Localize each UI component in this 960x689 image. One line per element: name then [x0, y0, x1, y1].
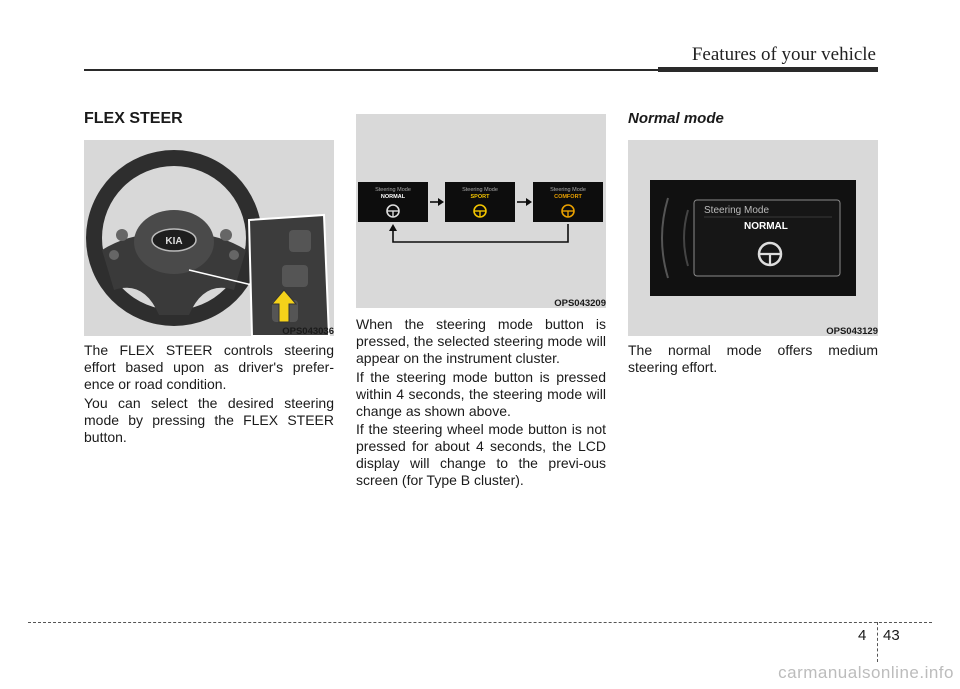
- paragraph: You can select the desired steering mode by pressing the FLEX STEER button.: [84, 395, 334, 445]
- header-rule-accent: [658, 67, 878, 72]
- header-title: Features of your vehicle: [691, 44, 876, 65]
- steering-wheel-figure: [84, 140, 334, 336]
- chapter-number: 4: [858, 627, 867, 644]
- subsection-title: Normal mode: [628, 110, 724, 127]
- paragraph: The FLEX STEER controls steering effort based upon as driver's prefer-ence or road condition.: [84, 342, 334, 392]
- figure-code: OPS043209: [554, 298, 606, 309]
- figure-code: OPS043036: [282, 326, 334, 337]
- cluster-display-figure: [628, 140, 878, 336]
- cluster-display: [628, 140, 878, 336]
- svg-text:SPORT: SPORT: [470, 194, 490, 200]
- paragraph: If the steering mode button is pressed within 4 seconds, the steering mode will change as shown above.: [356, 369, 606, 419]
- svg-text:NORMAL: NORMAL: [744, 221, 788, 232]
- page-number: 43: [883, 627, 900, 644]
- footer-rule: [28, 622, 932, 623]
- steering-modes-figure: [356, 114, 606, 308]
- mode-sequence-diagram: [356, 114, 606, 308]
- svg-text:Steering Mode: Steering Mode: [704, 205, 770, 216]
- svg-text:COMFORT: COMFORT: [554, 194, 582, 200]
- paragraph: When the steering mode button is pressed, the selected steering mode will appear on the instrument cluster.: [356, 316, 606, 366]
- svg-text:Steering Mode: Steering Mode: [462, 187, 498, 193]
- svg-text:Steering Mode: Steering Mode: [375, 187, 411, 193]
- svg-text:NORMAL: NORMAL: [380, 194, 406, 200]
- svg-text:KIA: KIA: [165, 236, 183, 247]
- watermark: carmanualsonline.info: [778, 663, 954, 682]
- footer-separator: [877, 622, 878, 662]
- steering-wheel-illustration: [84, 140, 334, 336]
- svg-text:Steering Mode: Steering Mode: [550, 187, 586, 193]
- section-title: FLEX STEER: [84, 110, 183, 127]
- figure-code: OPS043129: [826, 326, 878, 337]
- paragraph: If the steering wheel mode button is not pressed for about 4 seconds, the LCD display will change to the previ-ous screen (for Type B cluster).: [356, 421, 606, 488]
- paragraph: The normal mode offers medium steering effort.: [628, 342, 878, 375]
